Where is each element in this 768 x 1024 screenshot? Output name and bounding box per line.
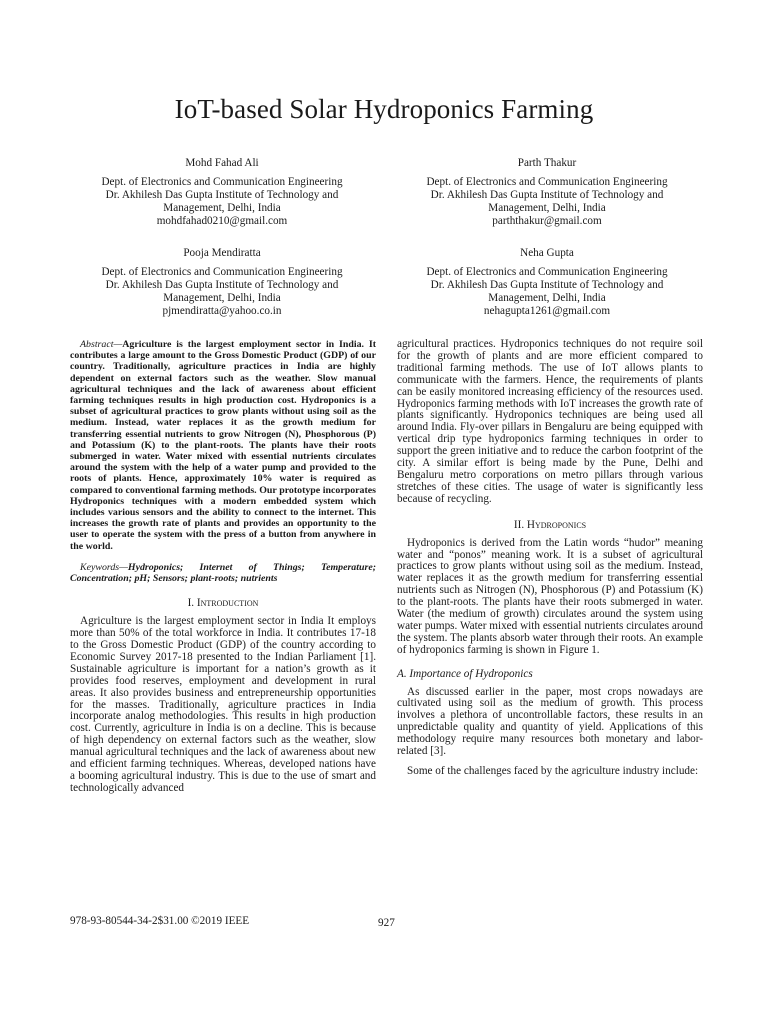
author-block: [72, 247, 372, 318]
author-institute: Dr. Akhilesh Das Gupta Institute of Technology and: [430, 279, 664, 292]
author-email: nehagupta1261@gmail.com: [483, 305, 611, 318]
importance-paragraph: As discussed earlier in the paper, most crops nowadays are cultivated using soil as the medium of growth. This process involves a plethora of uncontrollable factors, these results in an unpredictable quality and quantity of yield. Applications of this methodology require many resources both monetary and labor-related [3].: [397, 685, 703, 758]
author-dept: Dept. of Electronics and Communication Engineering: [426, 176, 668, 189]
right-column: [397, 339, 703, 778]
author-name: Mohd Fahad Ali: [185, 157, 259, 169]
introduction-paragraph: Agriculture is the largest employment sector in India It employs more than 50% of the total workforce in India. It contributes 17-18 to the Gross Domestic Product (GDP) of the country according to Economic Survey 2017-18 presented to the Indian Parliament [1]. Sustainable agriculture is important for a nation’s growth as it provides food reserves, employment and development in rural areas. It also provides business and entrepreneurship opportunities for the masses. Traditionally, agriculture practices in India incorporate analog methodologies. This results in high production cost. Currently, agriculture in India is on a decline. This is because of high dependency on external factors such as the weather, slow manual agricultural techniques and the lack of awareness about new and efficient farming techniques. Whereas, developed nations have a booming agricultural industry. This is due to the use of smart and technologically advanced: [70, 615, 376, 794]
author-institute: Dr. Akhilesh Das Gupta Institute of Technology and: [105, 279, 339, 292]
author-dept: Dept. of Electronics and Communication Engineering: [101, 176, 343, 189]
author-location: Management, Delhi, India: [163, 292, 281, 305]
author-location: Management, Delhi, India: [488, 202, 606, 215]
author-block: [72, 157, 372, 228]
abstract-label: Abstract—: [80, 339, 123, 350]
abstract-text: Agriculture is the largest employment sector in India. It contributes a large amount to the Gross Domestic Product (GDP) of our country. Traditionally, agriculture practices in India are highly dependent on external factors such as the weather. Slow manual agricultural techniques and the lack of awareness about efficient farming techniques results in high production cost. Hydroponics is a subset of agricultural practices to grow plants without using soil as the medium. Instead, water replaces it as the growth medium for transferring essential nutrients to grow Nitrogen (N), Phosphorous (P) and Potassium (K) to the plant-roots. The plants have their roots submerged in water. Water mixed with essential nutrients circulates around the system with the help of a water pump and provided to the roots of plants. Hence, approximately 10% water is required as compared to conventional farming methods. Our prototype incorporates Hydroponics techniques with a modern embedded system which includes various sensors and the ability to connect to the internet. This increases the growth rate of plants and provides an opportunity to the user to operate the system with the press of a button from anywhere in the world.: [70, 339, 376, 552]
paper-title: IoT-based Solar Hydroponics Farming: [174, 94, 594, 124]
challenges-paragraph: Some of the challenges faced by the agriculture industry include:: [407, 765, 699, 777]
page-number: 927: [378, 917, 395, 929]
author-institute: Dr. Akhilesh Das Gupta Institute of Technology and: [105, 189, 339, 202]
subsection-heading: A. Importance of Hydroponics: [397, 667, 533, 680]
author-block: [397, 247, 697, 318]
section-title: Introduction: [196, 597, 259, 610]
introduction-paragraph-continued: agricultural practices. Hydroponics techniques do not require soil for the growth of plants and are more efficient compared to traditional farming methods. The use of IoT allows plants to communicate with the farmers. Hence, the requirements of plants can be easily monitored increasing efficiency of the resources used. Hydroponics farming methods with IoT increases the growth rate of plants significantly. Hydroponics techniques are being used all around India. Fly-over pillars in Bengaluru are being equipped with vertical drip type hydroponics farming techniques in order to support the green initiative and to reduce the carbon footprint of the city. A similar effort is being made by the Pune, Delhi and Bengaluru metro corporations on metro pillars through various stretches of these cities. The usage of water is significantly less because of recycling.: [397, 338, 703, 505]
author-email: pjmendiratta@yahoo.co.in: [162, 305, 282, 318]
section-heading-introduction: [70, 598, 376, 610]
section-number: I.: [187, 597, 195, 610]
section-heading-hydroponics: [397, 520, 703, 532]
section-title: Hydroponics: [526, 518, 587, 531]
keywords-text: Hydroponics; Internet of Things; Temperature; Concentration; pH; Sensors; plant-roots; nutrients: [70, 561, 376, 585]
author-dept: Dept. of Electronics and Communication Engineering: [426, 266, 668, 279]
author-dept: Dept. of Electronics and Communication Engineering: [101, 266, 343, 279]
author-location: Management, Delhi, India: [488, 292, 606, 305]
author-email: parththakur@gmail.com: [492, 215, 602, 228]
left-column: [70, 339, 376, 795]
author-block: [397, 157, 697, 228]
abstract: [70, 339, 376, 552]
author-location: Management, Delhi, India: [163, 202, 281, 215]
author-name: Parth Thakur: [517, 157, 577, 169]
keywords: [70, 562, 376, 584]
author-name: Neha Gupta: [520, 247, 574, 259]
author-institute: Dr. Akhilesh Das Gupta Institute of Technology and: [430, 189, 664, 202]
author-email: mohdfahad0210@gmail.com: [156, 215, 288, 228]
keywords-label: Keywords—: [80, 561, 128, 573]
author-name: Pooja Mendiratta: [183, 247, 261, 259]
footer-isbn: 978-93-80544-34-2$31.00 ©2019 IEEE: [70, 915, 250, 927]
section-number: II.: [513, 518, 525, 531]
hydroponics-paragraph: Hydroponics is derived from the Latin words “hudor” meaning water and “ponos” meaning work. It is a subset of agricultural practices to grow plants without using soil as the medium. Instead, water replaces it as the growth medium for transferring essential nutrients such as Nitrogen (N), Phosphorous (P) and Potassium (K) to the plant-roots. The plants have their roots submerged in water. Water (the medium of growth) circulates around the system using water pumps. Water mixed with essential nutrients circulates around the system. The plants absorb water through their roots. An example of hydroponics farming is shown in Figure 1.: [397, 536, 703, 656]
